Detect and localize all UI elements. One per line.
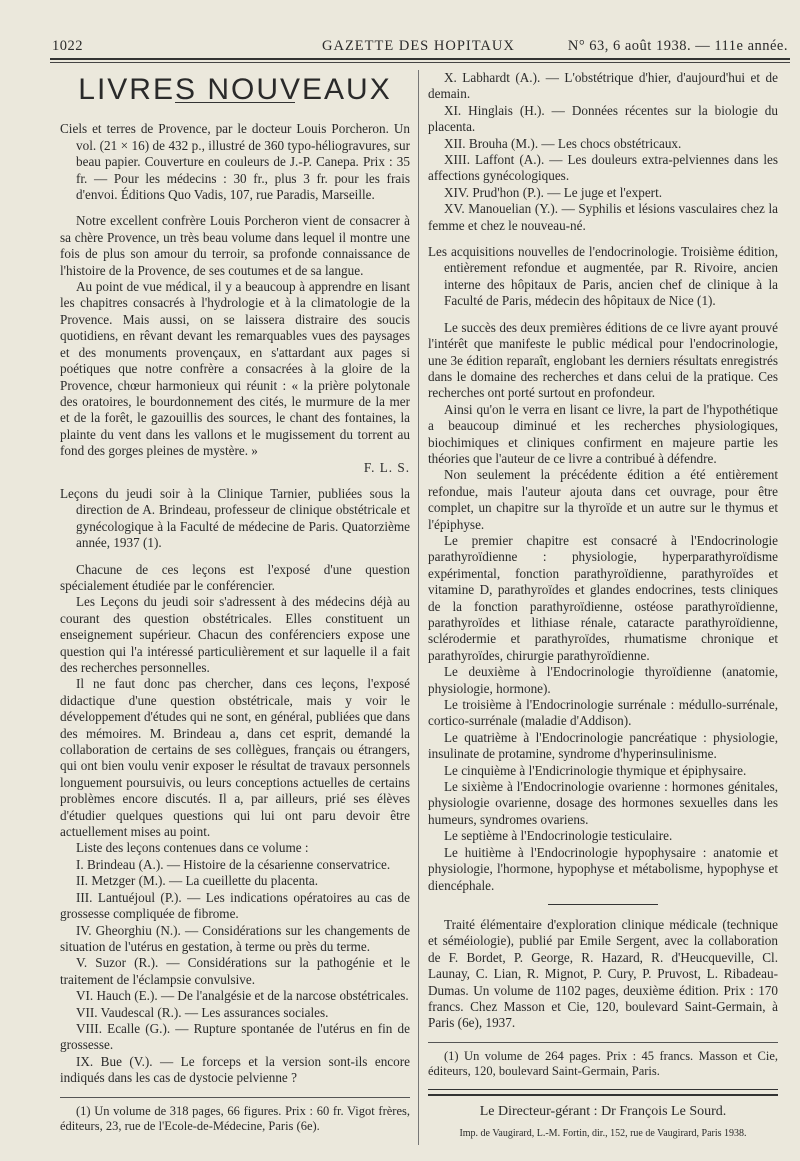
lesson-item: III. Lantuéjoul (P.). — Les indications opératoires au cas de grossesse compliquée de fibrome. xyxy=(60,889,410,922)
director-line: Le Directeur-gérant : Dr François Le Sourd. xyxy=(479,1103,727,1119)
review-signature: F. L. S. xyxy=(363,459,410,475)
chapter-item: Le septième à l'Endocrinologie testiculaire. xyxy=(444,828,673,844)
page-header xyxy=(52,38,788,60)
lesson-item: VIII. Ecalle (G.). — Rupture spontanée de l'utérus en fin de grossesse. xyxy=(60,1020,410,1053)
book-heading: Leçons du jeudi soir à la Clinique Tarnier, publiées sous la direction de A. Brindeau, professeur de clinique obstétricale et gynécologique à la Faculté de médecine de Paris. Quatorzième année, 1937 (1). xyxy=(60,485,410,551)
bottom-rule-thick xyxy=(428,1094,778,1096)
section-title: LIVRES NOUVEAUX xyxy=(78,73,392,106)
review-paragraph: Chacune de ces leçons est l'exposé d'une question spécialement étudiée par le conférencier. xyxy=(60,561,410,593)
header-rule xyxy=(50,58,790,60)
issue-info: N° 63, 6 août 1938. — 111e année. xyxy=(567,38,788,54)
footnote-rule xyxy=(60,1097,410,1098)
column-separator xyxy=(418,70,419,1145)
journal-title: GAZETTE DES HOPITAUX xyxy=(322,38,515,54)
header-rule-thin xyxy=(50,62,790,63)
lesson-item: VI. Hauch (E.). — De l'analgésie et de la narcose obstétricales. xyxy=(76,988,409,1004)
review-paragraph: Les Leçons du jeudi soir s'adressent à des médecins déjà au courant des question obstétricales. Elles constituent un enseignement supérieur. Chacun des conférenciers expose une question qui l'a intéressé particulièrement et sur laquelle il a fait des recherches personnelles. xyxy=(60,594,410,675)
lesson-item: X. Labhardt (A.). — L'obstétrique d'hier, d'aujourd'hui et de demain. xyxy=(428,70,778,102)
chapter-item: Le sixième à l'Endocrinologie ovarienne : hormones génitales, physiologie ovarienne, dosage des hormones sexuelles dans les humeurs, syndromes ovariens. xyxy=(428,779,778,827)
footnote-rule xyxy=(428,1042,778,1043)
lesson-item: IX. Bue (V.). — Le forceps et la version sont-ils encore indiqués dans les cas de dystocie pelvienne ? xyxy=(60,1053,410,1086)
imprint-line: Imp. de Vaugirard, L.-M. Fortin, dir., 152, rue de Vaugirard, Paris 1938. xyxy=(459,1128,747,1140)
book-heading: Traité élémentaire d'exploration clinique médicale (technique et séméiologie), publié par Emile Sergent, avec la collaboration de F. Bordet, P. George, R. Hazard, R. d'Heucqueville, Cl. Launay, C. Lian, R. Mignot, P. Cury, P. Pruvost, L. Ribadeau-Dumas. Un volume de 1102 pages, deuxième édition. Prix : 170 francs. Chez Masson et Cie, 120, boulevard Saint-Germain, à Paris (6e), 1937. xyxy=(428,916,778,1031)
chapter-item: Le premier chapitre est consacré à l'Endocrinologie parathyroïdienne : physiologie, hyperparathyroïdisme expérimental, fonction parathyroïdienne, parathyroïdes et vitamine D, parathyroïdes et glandes endocrines, tests cliniques de la fonction parathyroïdienne, ostéose parathyroïdienne, parathyroïdes et lithiase rénale, cataracte parathyroïdienne, sclérodermie et parathyroïdes, rhumatisme chronique et parathyroïdes, chirurgie parathyroïdienne. xyxy=(428,532,778,663)
right-column xyxy=(428,70,778,1143)
lesson-item: IV. Gheorghiu (N.). — Considérations sur les changements de situation de l'utérus en gestation, à terme ou près du terme. xyxy=(60,922,410,954)
review-paragraph: Ainsi qu'on le verra en lisant ce livre, la part de l'hypothétique a beaucoup diminué et les recherches physiologiques, biochimiques et cliniques confirment en majeure partie les théories que l'auteur de ce livre a contribué à défendre. xyxy=(428,401,778,466)
chapter-item: Le cinquième à l'Endicrinologie thymique et épiphysaire. xyxy=(444,762,747,778)
review-paragraph: Liste des leçons contenues dans ce volume : xyxy=(76,840,309,856)
lesson-item: XIV. Prud'hon (P.). — Le juge et l'expert. xyxy=(444,184,663,200)
lesson-item: VII. Vaudescal (R.). — Les assurances sociales. xyxy=(76,1004,329,1020)
chapter-item: Le quatrième à l'Endocrinologie pancréatique : physiologie, insulinate de protamine, syndrome d'hyperinsulinisme. xyxy=(428,729,778,762)
review-paragraph: Au point de vue médical, il y a beaucoup à apprendre en lisant les chapitres consacrés à l'hydrologie et à la climatologie de la Provence. Mais aussi, on se laissera distraire des soucis quotidiens, en rêvant devant les remarquables vues des paysages et des monuments provençaux, en s'attardant aux pages si poétiques que notre confrère a consacrées à la gloire de la Provence, chœur harmonieux qui réunit : « la prière polytonale des oratoires, le bourdonnement des cités, le murmure de la mer et de la forêt, le gazouillis des sources, le chant des fontaines, la plainte du vent dans les vallons et le mugissement du torrent au fond des gorges pleines de mystère. » xyxy=(60,279,410,459)
section-divider xyxy=(548,904,658,905)
chapter-item: Le huitième à l'Endocrinologie hypophysaire : anatomie et physiologie, l'hormone, hypophyse et métabolisme, hypophyse et diencéphale. xyxy=(428,844,778,893)
chapter-item: Le troisième à l'Endocrinologie surrénale : médullo-surrénale, cortico-surrénale (maladie d'Addison). xyxy=(428,697,778,729)
lesson-item: I. Brindeau (A.). — Histoire de la césarienne conservatrice. xyxy=(76,856,391,872)
lesson-item: XII. Brouha (M.). — Les chocs obstétricaux. xyxy=(444,135,682,151)
book-heading: Les acquisitions nouvelles de l'endocrinologie. Troisième édition, entièrement refondue et augmentée, par R. Rivoire, ancien interne des hôpitaux de Paris, ancien chef de clinique à la Faculté de Paris, médecin des hôpitaux de Nice (1). xyxy=(428,244,778,309)
review-paragraph: Le succès des deux premières éditions de ce livre ayant prouvé l'intérêt que manifeste le public médical pour l'endocrinologie, une 3e édition reparaît, englobant les derniers résultats enregistrés dans le domaine des recherches et dans celui de la pratique. Ces recherches ont porté surtout en profondeur. xyxy=(428,319,778,401)
lesson-item: XIII. Laffont (A.). — Les douleurs extra-pelviennes dans les affections gynécologiques. xyxy=(428,152,778,184)
bottom-rule xyxy=(428,1089,778,1090)
chapter-item: Le deuxième à l'Endocrinologie thyroïdienne (anatomie, physiologie, hormone). xyxy=(428,664,778,696)
book-heading: Ciels et terres de Provence, par le docteur Louis Porcheron. Un vol. (21 × 16) de 432 p., illustré de 360 typo-héliogravures, sur beau papier. Couverture en couleurs de J.-P. Canepa. Prix : 35 fr. — Pour les médecins : 30 fr., plus 3 fr. pour les frais d'envoi. Éditions Quo Vadis, 107, rue Paradis, Marseille. xyxy=(60,121,410,203)
review-paragraph: Notre excellent confrère Louis Porcheron vient de consacrer à sa chère Provence, un très beau volume dans lequel il montre une fois de plus son amour du terroir, sa profonde connaissance de l'histoire de la Provence, de ses coutumes et de sa langue. xyxy=(60,213,410,278)
lesson-item: XI. Hinglais (H.). — Données récentes sur la biologie du placenta. xyxy=(428,102,778,135)
lesson-item: II. Metzger (M.). — La cueillette du placenta. xyxy=(76,873,319,889)
page-number: 1022 xyxy=(52,38,83,54)
footnote: (1) Un volume de 264 pages. Prix : 45 francs. Masson et Cie, éditeurs, 120, boulevard Saint-Germain, Paris. xyxy=(428,1048,778,1078)
lesson-item: XV. Manouelian (Y.). — Syphilis et lésions vasculaires chez la femme et chez le nouveau-né. xyxy=(428,201,778,233)
footnote: (1) Un volume de 318 pages, 66 figures. Prix : 60 fr. Vigot frères, éditeurs, 23, rue de l'Ecole-de-Médecine, Paris (6e). xyxy=(60,1103,410,1133)
lesson-item: V. Suzor (R.). — Considérations sur la pathogénie et le traitement de l'éclampsie convulsive. xyxy=(60,955,410,987)
review-paragraph: Non seulement la précédente édition a été entièrement refondue, mais l'auteur ajouta dans cet ouvrage, pour être complet, un chapitre sur la thyroïde et un autre sur le thymus et l'épiphyse. xyxy=(428,467,778,532)
left-column xyxy=(60,73,410,1134)
review-paragraph: Il ne faut donc pas chercher, dans ces leçons, l'exposé didactique d'une question obstétricale, mais y voir le développement d'études qui ne sont, en général, publiées que dans des mémoires. M. Brindeau a, dans cet esprit, demandé la collaboration de certains de ses collègues, français ou étrangers, qui ont bien voulu venir exposer le résultat de travaux personnels longuement poursuivis, ou leurs conceptions actuelles de certains problèmes encore discutés. Il a, par ailleurs, prié ses élèves d'étudier quelques questions qui lui ont paru devoir être actuellement mises au point. xyxy=(60,676,410,840)
